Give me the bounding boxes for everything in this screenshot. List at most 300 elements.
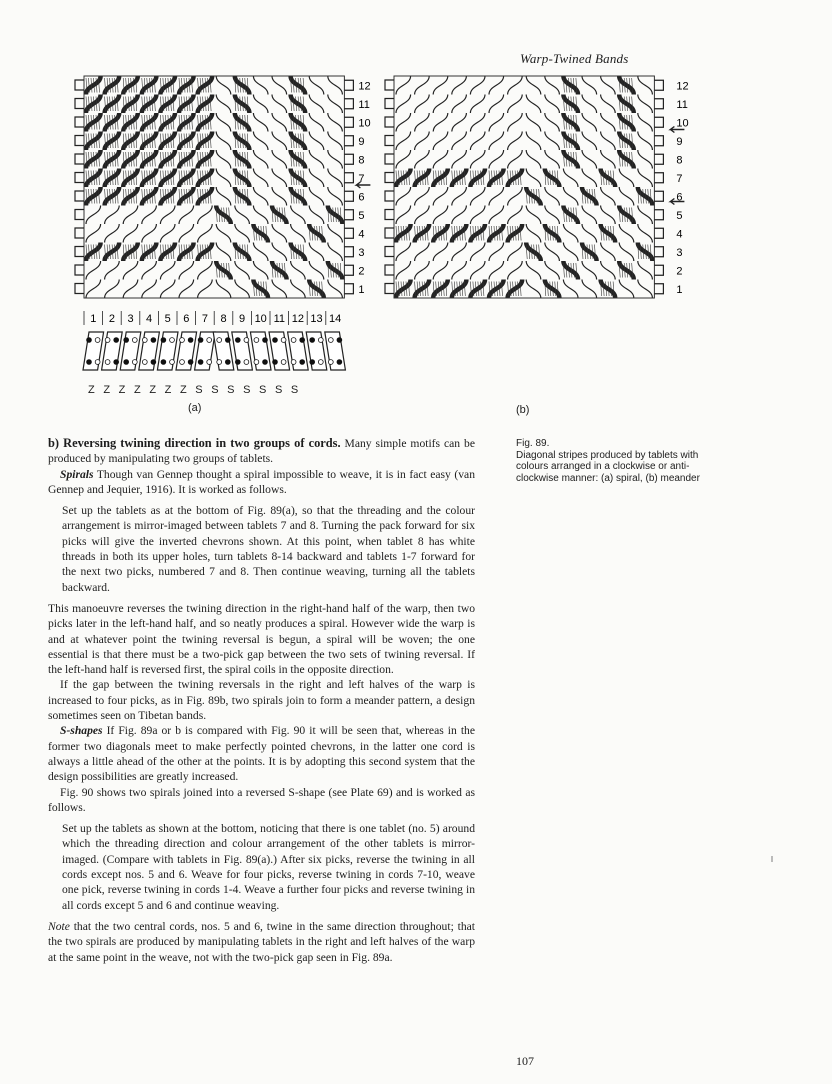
tablet-hole — [244, 360, 249, 365]
cord-stitch — [105, 224, 120, 243]
cord-stitch — [216, 243, 231, 262]
cord-stitch — [582, 280, 597, 299]
cord-stitch — [526, 150, 541, 169]
tablet-hole — [328, 360, 333, 365]
cord-stitch — [253, 169, 268, 188]
row-number: 5 — [676, 209, 683, 222]
tablet-hole — [114, 360, 119, 365]
row-number: 1 — [358, 283, 365, 296]
cord-stitch — [253, 261, 268, 280]
cord-stitch — [216, 169, 231, 188]
cord-stitch — [198, 206, 213, 225]
tablet-hole — [161, 338, 166, 343]
warp-loop-left — [385, 284, 394, 294]
warp-loop-right — [654, 99, 663, 109]
cord-stitch — [638, 76, 653, 95]
direction-letter: Z — [164, 384, 172, 396]
warp-loop-left — [75, 117, 84, 127]
row-number: 9 — [358, 135, 365, 148]
cord-stitch — [619, 187, 634, 206]
spirals-paragraph — [48, 467, 475, 498]
cord-stitch — [601, 261, 616, 280]
tablet-hole — [170, 338, 175, 343]
tablet-direction-row — [88, 384, 298, 396]
cord-stitch — [526, 261, 541, 280]
cord-stitch — [179, 224, 194, 243]
cord-stitch — [526, 76, 541, 95]
cord-stitch — [545, 243, 560, 262]
cord-stitch — [508, 113, 523, 132]
cord-stitch — [545, 187, 560, 206]
spirals-term: Spirals — [60, 467, 94, 481]
cord-stitch — [433, 206, 448, 225]
cord-stitch — [328, 95, 343, 114]
tablet-hole — [142, 338, 147, 343]
cord-stitch — [415, 132, 430, 151]
cord-stitch — [291, 224, 306, 243]
cord-stitch — [582, 76, 597, 95]
cord-stitch — [272, 224, 287, 243]
warp-loop-right — [654, 80, 663, 90]
cord-stitch — [123, 280, 138, 299]
warp-loop-left — [75, 136, 84, 146]
figure-b-label: (b) — [516, 404, 530, 416]
cord-stitch — [508, 95, 523, 114]
cord-stitch — [508, 243, 523, 262]
cord-stitch — [582, 113, 597, 132]
cord-stitch — [309, 187, 324, 206]
cord-stitch — [253, 206, 268, 225]
cord-stitch — [470, 132, 485, 151]
tablet-hole — [87, 338, 92, 343]
direction-letter: S — [211, 384, 219, 396]
warp-loop-right — [654, 136, 663, 146]
cord-stitch — [508, 261, 523, 280]
cord-stitch — [489, 261, 504, 280]
warp-loop-left — [385, 265, 394, 275]
tablet-hole — [95, 360, 100, 365]
tablet-number: 5 — [164, 313, 171, 325]
warp-loop-right — [344, 117, 353, 127]
warp-loop-left — [75, 210, 84, 220]
cord-stitch — [582, 169, 597, 188]
cord-stitch — [216, 280, 231, 299]
cord-stitch — [309, 150, 324, 169]
tablet-hole — [254, 360, 259, 365]
figure-a — [68, 74, 398, 404]
cord-stitch — [470, 243, 485, 262]
tablet-card — [102, 332, 123, 370]
warp-loop-right — [654, 210, 663, 220]
cord-stitch — [309, 169, 324, 188]
row-number: 4 — [676, 228, 683, 241]
cord-stitch — [638, 169, 653, 188]
tablet-hole — [188, 360, 193, 365]
cord-stitch — [638, 132, 653, 151]
cord-stitch — [415, 76, 430, 95]
band-weave — [394, 76, 654, 298]
cord-stitch — [272, 243, 287, 262]
tablet-hole — [291, 338, 296, 343]
cord-stitch — [526, 132, 541, 151]
row-number: 12 — [358, 80, 371, 93]
row-number: 2 — [358, 265, 365, 278]
tablet-hole — [281, 338, 286, 343]
tablet-hole — [124, 360, 129, 365]
cord-stitch — [309, 206, 324, 225]
cord-stitch — [328, 113, 343, 132]
cord-stitch — [470, 206, 485, 225]
cord-stitch — [272, 187, 287, 206]
cord-stitch — [309, 261, 324, 280]
warp-loop-left — [75, 284, 84, 294]
warp-loop-right — [344, 265, 353, 275]
cord-stitch — [198, 261, 213, 280]
cord-stitch — [272, 132, 287, 151]
cord-stitch — [452, 187, 467, 206]
cord-stitch — [638, 113, 653, 132]
cord-stitch — [526, 95, 541, 114]
tablet-card — [232, 332, 253, 370]
tablet-hole — [337, 360, 342, 365]
cord-stitch — [582, 132, 597, 151]
warp-loop-right — [654, 265, 663, 275]
tablet-number: 7 — [201, 313, 208, 325]
row-number: 2 — [676, 265, 683, 278]
tablet-card — [269, 332, 290, 370]
tablet-hole — [235, 360, 240, 365]
cord-stitch — [309, 113, 324, 132]
warp-loop-right — [344, 210, 353, 220]
cord-stitch — [309, 95, 324, 114]
tablet-hole — [124, 338, 129, 343]
cord-stitch — [638, 206, 653, 225]
cord-stitch — [415, 206, 430, 225]
warp-loop-right — [654, 191, 663, 201]
cord-stitch — [470, 150, 485, 169]
warp-loop-left — [75, 99, 84, 109]
cord-stitch — [545, 76, 560, 95]
band-weave — [84, 76, 344, 298]
tablet-number: 6 — [183, 313, 190, 325]
cord-stitch — [433, 132, 448, 151]
cord-stitch — [508, 187, 523, 206]
warp-loop-left — [75, 80, 84, 90]
cord-stitch — [216, 224, 231, 243]
cord-stitch — [638, 261, 653, 280]
cord-stitch — [272, 150, 287, 169]
warp-loop-left — [75, 191, 84, 201]
cord-stitch — [433, 150, 448, 169]
warp-loop-right — [344, 284, 353, 294]
warp-loop-left — [385, 191, 394, 201]
cord-stitch — [272, 76, 287, 95]
tablet-number: 12 — [291, 313, 305, 325]
tablet-hole — [132, 360, 137, 365]
cord-stitch — [179, 261, 194, 280]
tablet-number: 11 — [273, 313, 286, 325]
note-term: Note — [48, 919, 70, 933]
tablet-card — [139, 332, 160, 370]
tablet-card — [195, 332, 216, 370]
row-number: 11 — [358, 98, 370, 111]
cord-stitch — [216, 132, 231, 151]
paragraph-1: This manoeuvre reverses the twining direction in the right-hand half of the warp, then two picks later in the left-hand half, and so neatly produces a spiral. However wide the warp is and at whatever point the twining reversal is begun, a spiral will be woven; the one essential is that there must be a two-pick gap between the two sets of twining reversal. If the left-hand half is reversed first, the spiral coils in the opposite direction. — [48, 601, 475, 677]
page-number: 107 — [516, 1054, 534, 1068]
cord-stitch — [235, 206, 250, 225]
cord-stitch — [619, 169, 634, 188]
cord-stitch — [328, 169, 343, 188]
cord-stitch — [545, 261, 560, 280]
section-paragraph — [48, 436, 475, 467]
tablet-hole — [310, 360, 315, 365]
row-number: 12 — [676, 80, 689, 93]
tablet-number: 3 — [127, 313, 134, 325]
figure-b-drawing — [380, 74, 700, 310]
cord-stitch — [198, 280, 213, 299]
tablet-hole — [105, 338, 110, 343]
direction-letter: S — [195, 384, 203, 396]
cord-stitch — [470, 113, 485, 132]
cord-stitch — [601, 76, 616, 95]
cord-stitch — [582, 150, 597, 169]
row-number: 6 — [676, 191, 683, 204]
cord-stitch — [253, 243, 268, 262]
cord-stitch — [526, 280, 541, 299]
cord-stitch — [470, 95, 485, 114]
cord-stitch — [123, 261, 138, 280]
tablet-hole — [300, 338, 305, 343]
cord-stitch — [253, 76, 268, 95]
tablet-hole — [114, 338, 119, 343]
cord-stitch — [235, 280, 250, 299]
warp-loop-right — [344, 228, 353, 238]
tablet-number: 4 — [146, 313, 153, 325]
cord-stitch — [291, 261, 306, 280]
tablet-hole — [254, 338, 259, 343]
tablet-card — [157, 332, 178, 370]
instructions-2: Set up the tablets as shown at the bottom, noticing that there is one tablet (no. 5) around which the threading direction and colour arrangement of the other tablets is mirror-imaged. (Compare with tablets in Fig. 89(a).) After six picks, reverse the twining in all cords except nos. 5 and 6. Weave for four picks, reverse twining in cords 7-10, weave one pick, reverse twining in cords 1-4. Weave a further four picks and reverse twining in all cords except 5 and 6 and continue weaving. — [62, 822, 475, 912]
cord-stitch — [508, 132, 523, 151]
warp-loop-left — [385, 99, 394, 109]
cord-stitch — [123, 206, 138, 225]
cord-stitch — [433, 76, 448, 95]
cord-stitch — [619, 280, 634, 299]
cord-stitch — [309, 76, 324, 95]
direction-letter: Z — [118, 384, 126, 396]
cord-stitch — [545, 95, 560, 114]
cord-stitch — [328, 280, 343, 299]
figure-b — [380, 74, 700, 310]
cord-stitch — [415, 243, 430, 262]
tablet-hole — [318, 360, 323, 365]
row-number: 7 — [676, 172, 683, 185]
tablet-hole — [151, 338, 156, 343]
tablet-hole — [244, 338, 249, 343]
cord-stitch — [86, 261, 101, 280]
cord-stitch — [526, 113, 541, 132]
cord-stitch — [235, 261, 250, 280]
tablet-card — [83, 332, 104, 370]
row-number: 11 — [676, 98, 688, 111]
tablet-hole — [161, 360, 166, 365]
tablet-card — [250, 332, 271, 370]
cord-stitch — [489, 76, 504, 95]
tablet-hole — [273, 338, 278, 343]
cord-stitch — [601, 132, 616, 151]
cord-stitch — [415, 261, 430, 280]
section-heading: b) Reversing twining direction in two groups of cords. — [48, 436, 341, 450]
direction-letter: Z — [149, 384, 157, 396]
paragraph-3: Fig. 90 shows two spirals joined into a reversed S-shape (see Plate 69) and is worked as follows. — [48, 785, 475, 814]
cord-stitch — [545, 150, 560, 169]
tablet-number: 9 — [239, 313, 246, 325]
warp-loop-left — [75, 265, 84, 275]
cord-stitch — [526, 224, 541, 243]
warp-loop-right — [344, 136, 353, 146]
cord-stitch — [105, 261, 120, 280]
cord-stitch — [328, 243, 343, 262]
warp-loop-left — [385, 173, 394, 183]
cord-stitch — [160, 261, 175, 280]
cord-stitch — [86, 280, 101, 299]
tablet-hole — [235, 338, 240, 343]
warp-loop-right — [654, 228, 663, 238]
warp-loop-right — [344, 247, 353, 257]
row-number: 7 — [358, 172, 365, 185]
cord-stitch — [601, 243, 616, 262]
tablet-hole — [188, 338, 193, 343]
cord-stitch — [253, 187, 268, 206]
cord-stitch — [160, 206, 175, 225]
warp-loop-left — [75, 154, 84, 164]
warp-loop-right — [344, 191, 353, 201]
cord-stitch — [415, 95, 430, 114]
tablet-hole — [217, 338, 222, 343]
cord-stitch — [526, 169, 541, 188]
tablet-hole — [180, 338, 185, 343]
row-number: 1 — [676, 283, 683, 296]
cord-stitch — [142, 261, 157, 280]
tablet-number: 13 — [310, 313, 323, 325]
cord-stitch — [489, 187, 504, 206]
cord-stitch — [601, 113, 616, 132]
cord-stitch — [142, 280, 157, 299]
instructions-1: Set up the tablets as at the bottom of Fig. 89(a), so that the threading and the colour arrangement is mirror-imaged between tablets 7 and 8. Turning the pack forward for six picks will give the inverted chevrons shown. At this point, when tablet 8 has white threads in both its upper holes, turn tablets 8-14 backward and tablets 1-7 forward for the next two picks, numbered 7 and 8. Then continue weaving, turning all the tablets backward. — [62, 504, 475, 594]
cord-stitch — [328, 150, 343, 169]
warp-loop-left — [385, 80, 394, 90]
direction-letter: Z — [179, 384, 187, 396]
tablet-number: 10 — [254, 313, 267, 325]
warp-loop-right — [654, 173, 663, 183]
cord-stitch — [508, 206, 523, 225]
cord-stitch — [123, 224, 138, 243]
row-number: 8 — [358, 154, 365, 167]
running-head: Warp-Twined Bands — [520, 51, 629, 66]
sshapes-text: If Fig. 89a or b is compared with Fig. 90 it will be seen that, whereas in the former two diagonals meet to make perfectly pointed chevrons, in the latter one cord is always a little ahead of the other at the points. It is by adopting this second system that the design possibilities are greatly increased. — [48, 724, 475, 784]
tablet-hole — [225, 338, 230, 343]
row-number: 4 — [358, 228, 365, 241]
tablet-hole — [318, 338, 323, 343]
figure-caption-number: Fig. 89. — [516, 438, 550, 449]
note-text: that the two central cords, nos. 5 and 6, twine in the same direction throughout; that the two spirals are produced by manipulating tablets in the right and left halves of the warp at the same point in the weave, not with the two-pick gap seen in Fig. 89a. — [48, 919, 475, 964]
cord-stitch — [452, 206, 467, 225]
tablet-hole — [87, 360, 92, 365]
cord-stitch — [638, 150, 653, 169]
warp-loop-right — [654, 117, 663, 127]
tablet-card — [288, 332, 309, 370]
cord-stitch — [526, 206, 541, 225]
cord-stitch — [216, 95, 231, 114]
cord-stitch — [489, 150, 504, 169]
cord-stitch — [601, 187, 616, 206]
cord-stitch — [489, 206, 504, 225]
cord-stitch — [396, 206, 411, 225]
tablet-hole — [263, 360, 268, 365]
cord-stitch — [216, 187, 231, 206]
cord-stitch — [328, 76, 343, 95]
direction-letter: Z — [103, 384, 111, 396]
row-number: 5 — [358, 209, 365, 222]
figure-a-drawing — [68, 74, 398, 404]
cord-stitch — [638, 95, 653, 114]
row-number: 3 — [358, 246, 365, 259]
cord-stitch — [545, 113, 560, 132]
cord-stitch — [563, 243, 578, 262]
cord-stitch — [470, 76, 485, 95]
row-number: 10 — [676, 117, 689, 130]
cord-stitch — [433, 95, 448, 114]
cord-stitch — [563, 280, 578, 299]
cord-stitch — [433, 261, 448, 280]
warp-loop-left — [75, 228, 84, 238]
section-intro: Many simple motifs can be produced by manipulating two groups of tablets. — [48, 437, 475, 466]
tablet-hole — [273, 360, 278, 365]
figure-a-label: (a) — [188, 402, 202, 414]
note-paragraph — [48, 919, 475, 965]
cord-stitch — [452, 132, 467, 151]
cord-stitch — [396, 132, 411, 151]
cord-stitch — [272, 280, 287, 299]
cord-stitch — [545, 132, 560, 151]
tablet-hole — [95, 338, 100, 343]
cord-stitch — [179, 280, 194, 299]
cord-stitch — [253, 132, 268, 151]
cord-stitch — [253, 113, 268, 132]
warp-loop-right — [654, 247, 663, 257]
cord-stitch — [396, 150, 411, 169]
cord-stitch — [272, 113, 287, 132]
tablet-hole — [263, 338, 268, 343]
warp-loop-right — [654, 154, 663, 164]
cord-stitch — [216, 150, 231, 169]
tablet-hole — [217, 360, 222, 365]
cord-stitch — [582, 95, 597, 114]
direction-letter: S — [274, 384, 283, 396]
tablet-hole — [291, 360, 296, 365]
cord-stitch — [563, 169, 578, 188]
tablet-hole — [170, 360, 175, 365]
cord-stitch — [582, 261, 597, 280]
cord-stitch — [396, 243, 411, 262]
cord-stitch — [452, 95, 467, 114]
cord-stitch — [619, 224, 634, 243]
cord-stitch — [452, 76, 467, 95]
cord-stitch — [86, 206, 101, 225]
row-number: 3 — [676, 246, 683, 259]
cord-stitch — [489, 95, 504, 114]
cord-stitch — [396, 187, 411, 206]
